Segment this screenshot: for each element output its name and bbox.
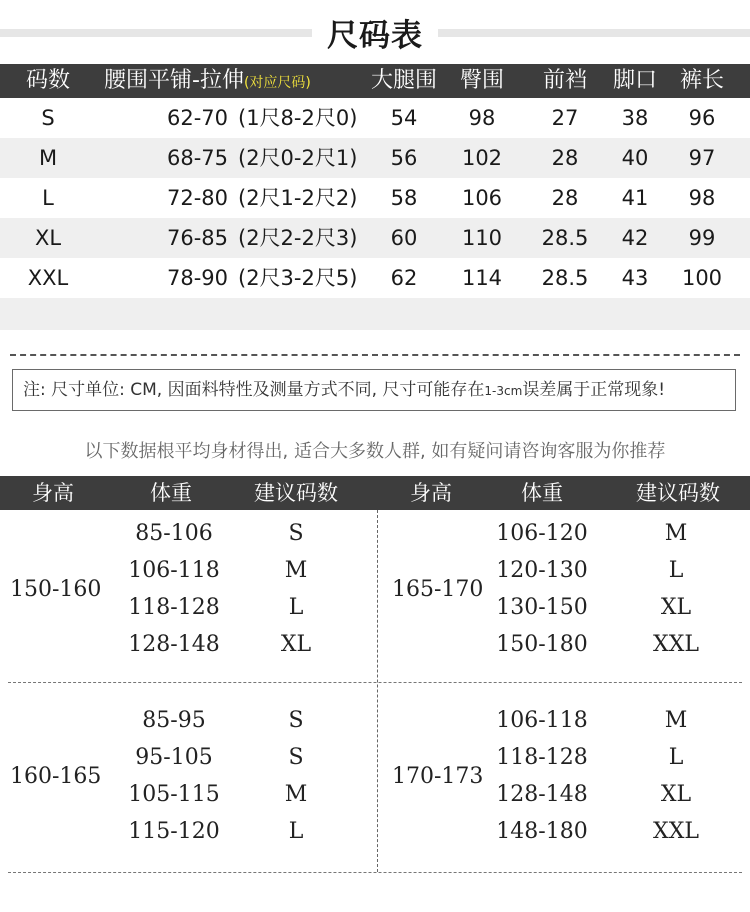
dashed-separator [10,354,740,356]
header-length: 裤长 [679,68,724,93]
size-cell-code: L [42,186,54,210]
size-cell-thigh: 62 [390,266,418,290]
waist-cm: 76-85 [166,226,228,250]
size-cell-code: XXL [27,266,69,290]
rec-weight: 118-128 [128,595,220,620]
size-cell-rise: 28.5 [541,266,589,290]
size-cell-waist [104,98,362,138]
rec-weight: 150-180 [496,632,588,657]
note-text-end: 误差属于正常现象! [522,380,666,400]
size-cell-hip: 114 [461,266,503,290]
rec-weight: 128-148 [128,632,220,657]
size-row-xxl [0,258,750,298]
header-hem: 脚口 [612,68,657,93]
rec-bottom-divider [8,872,742,873]
size-cell-length: 100 [681,266,723,290]
rec-middle-divider [8,682,742,683]
size-table-filler [0,298,750,330]
rec-height-group: 150-160 [10,576,102,602]
waist-chi: (2尺0-2尺1) [238,146,358,170]
rec-weight: 106-118 [128,558,220,583]
note-text [23,370,665,411]
title-bar [0,0,750,64]
header-hip: 臀围 [459,68,504,93]
size-row-l [0,178,750,218]
rec-weight: 85-106 [135,521,213,546]
rec-weight: 85-95 [142,708,206,733]
rec-weight: 118-128 [496,745,588,770]
rec-weight: 120-130 [496,558,588,583]
note-text-main: 注: 尺寸单位: CM, 因面料特性及测量方式不同, 尺寸可能存在 [23,380,485,400]
size-cell-rise: 27 [551,106,579,130]
size-table [0,64,750,330]
rec-size: S [288,745,304,770]
size-cell-thigh: 60 [390,226,418,250]
header-rise: 前裆 [542,68,587,93]
header-thigh: 大腿围 [370,68,437,93]
size-cell-hem: 43 [621,266,649,290]
rec-weight: 106-118 [496,708,588,733]
recommend-intro: 以下数据根平均身材得出, 适合大多数人群, 如有疑问请咨询客服为你推荐 [84,441,666,462]
rec-height-group: 170-173 [392,763,484,789]
rec-table-header [0,476,750,510]
waist-cm: 78-90 [166,266,228,290]
size-cell-waist [104,138,362,178]
rec-height-group: 160-165 [10,763,102,789]
rec-size: M [664,521,688,546]
rec-height-group: 165-170 [392,576,484,602]
size-cell-rise: 28.5 [541,226,589,250]
rec-size: XL [660,782,692,807]
size-cell-waist [104,178,362,218]
size-row-s [0,98,750,138]
waist-cm: 72-80 [166,186,228,210]
rec-header-size-2: 建议码数 [636,481,720,505]
size-row-xl [0,218,750,258]
rec-size: M [284,558,308,583]
size-cell-hem: 42 [621,226,649,250]
size-cell-hem: 40 [621,146,649,170]
rec-size: L [668,558,684,583]
size-cell-rise: 28 [551,186,579,210]
rec-weight: 106-120 [496,521,588,546]
size-cell-length: 98 [688,186,716,210]
waist-cm: 62-70 [166,106,228,130]
page-title: 尺码表 [327,18,423,54]
header-waist-label: 腰围平铺-拉伸 [104,68,244,93]
size-cell-length: 96 [688,106,716,130]
size-table-header [0,64,750,98]
rec-vertical-divider [377,510,378,872]
rec-header-height-2: 身高 [410,481,452,505]
waist-chi: (2尺2-2尺3) [238,226,358,250]
size-cell-waist [104,258,362,298]
size-table-body [0,98,750,298]
rec-weight: 95-105 [135,745,213,770]
rec-size: XXL [653,819,699,844]
rec-header-size-1: 建议码数 [254,481,338,505]
size-row-m [0,138,750,178]
header-waist-sub: (对应尺码) [243,75,311,91]
rec-size: M [664,708,688,733]
waist-chi: (1尺8-2尺0) [238,106,358,130]
size-cell-thigh: 58 [390,186,418,210]
rec-size: M [284,782,308,807]
size-cell-hip: 110 [461,226,503,250]
size-cell-hip: 106 [461,186,503,210]
note-box [12,369,736,411]
rec-weight: 130-150 [496,595,588,620]
rec-weight: 148-180 [496,819,588,844]
rec-size: XL [280,632,312,657]
rec-header-weight-2: 体重 [521,481,563,505]
rec-size: L [668,745,684,770]
rec-size: XXL [653,632,699,657]
rec-header-weight-1: 体重 [150,481,192,505]
size-cell-hem: 41 [621,186,649,210]
size-cell-hem: 38 [621,106,649,130]
header-code: 码数 [25,68,70,93]
rec-weight: 115-120 [128,819,220,844]
rec-size: XL [660,595,692,620]
size-cell-length: 97 [688,146,716,170]
header-waist [104,64,362,98]
size-cell-hip: 98 [468,106,496,130]
size-cell-code: M [38,146,58,170]
rec-size: S [288,708,304,733]
rec-weight: 105-115 [128,782,220,807]
waist-chi: (2尺3-2尺5) [238,266,358,290]
size-cell-code: S [41,106,55,130]
rec-size: S [288,521,304,546]
waist-chi: (2尺1-2尺2) [238,186,358,210]
size-cell-hip: 102 [461,146,503,170]
size-cell-length: 99 [688,226,716,250]
size-cell-rise: 28 [551,146,579,170]
rec-header-height-1: 身高 [32,481,74,505]
size-cell-thigh: 54 [390,106,418,130]
waist-cm: 68-75 [166,146,228,170]
size-cell-waist [104,218,362,258]
rec-size: L [288,819,304,844]
rec-weight: 128-148 [496,782,588,807]
size-cell-code: XL [34,226,62,250]
note-text-range: 1-3cm [484,384,523,398]
size-cell-thigh: 56 [390,146,418,170]
rec-size: L [288,595,304,620]
